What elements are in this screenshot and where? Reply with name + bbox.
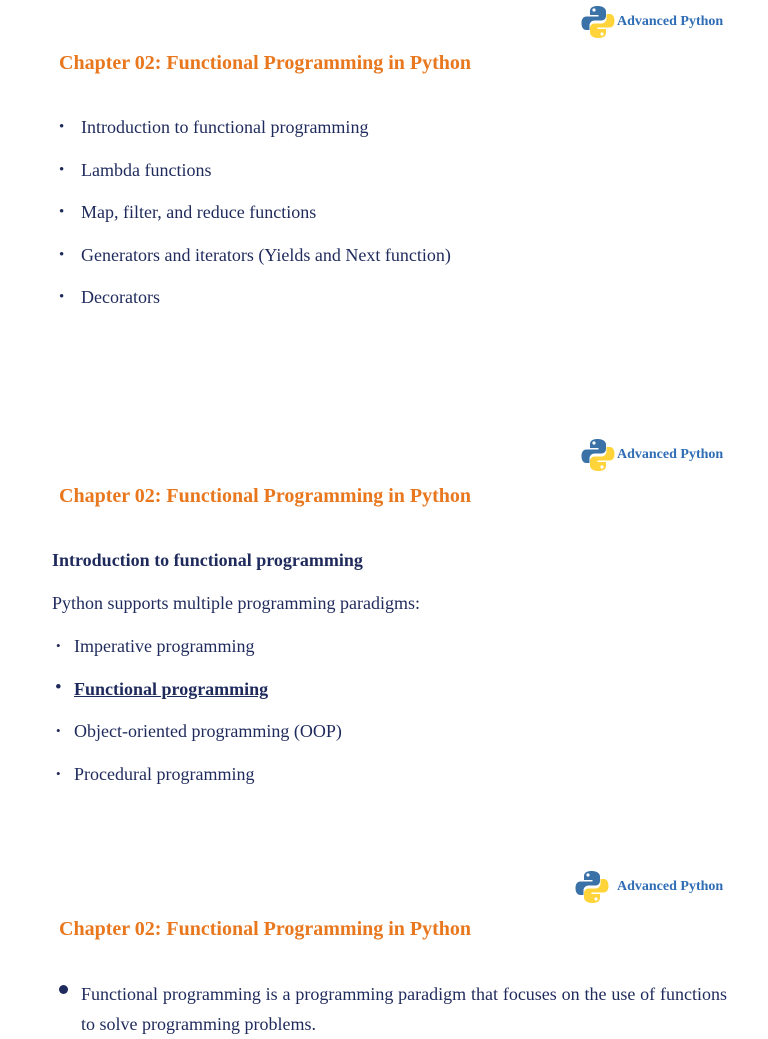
- definition-text: Functional programming is a programming paradigm that focuses on the use of functions to solve programming problems.: [81, 984, 727, 1034]
- topic-text: Map, filter, and reduce functions: [81, 202, 317, 222]
- topic-item: [59, 160, 451, 203]
- chapter-title: Chapter 02: Functional Programming in Python: [59, 485, 472, 507]
- bullet-dot: •: [56, 638, 61, 653]
- topic-item: [59, 245, 451, 288]
- paradigm-item: [52, 636, 342, 679]
- brand-header: [574, 869, 723, 905]
- brand-label: Advanced Python: [617, 879, 724, 894]
- topic-text: Decorators: [81, 287, 160, 307]
- bullet-dot: •: [56, 723, 61, 738]
- section-heading: Introduction to functional programming: [52, 550, 363, 570]
- paradigm-text: Imperative programming: [74, 636, 255, 656]
- bullet-dot: •: [59, 161, 65, 178]
- paradigm-item-highlighted: [52, 676, 342, 722]
- topic-item: [59, 117, 451, 160]
- slide-introduction: [0, 433, 768, 867]
- bullet-dot: •: [59, 289, 65, 305]
- paradigm-item: [52, 764, 342, 807]
- topic-text: Lambda functions: [81, 159, 212, 180]
- slide-definition: [0, 867, 768, 1034]
- brand-header: [580, 437, 723, 473]
- bullet-dot: •: [59, 204, 65, 220]
- paradigm-item: [52, 721, 342, 764]
- intro-text: Python supports multiple programming paradigms:: [52, 593, 420, 613]
- paradigm-text: Object-oriented programming (OOP): [74, 721, 342, 741]
- topic-item: [59, 202, 451, 245]
- paradigm-text: Procedural programming: [74, 763, 255, 784]
- topic-item: [59, 287, 451, 330]
- bullet-dot: •: [56, 765, 61, 781]
- brand-label: Advanced Python: [617, 14, 724, 29]
- chapter-title: Chapter 02: Functional Programming in Python: [59, 52, 472, 74]
- definition-paragraph: [59, 979, 727, 1039]
- topic-list: [59, 117, 451, 330]
- brand-label: Advanced Python: [617, 447, 724, 462]
- paradigm-list: [52, 636, 342, 806]
- paradigm-text-highlighted: Functional programming: [74, 678, 269, 699]
- brand-header: [580, 4, 723, 40]
- slide-chapter-overview: [0, 0, 768, 433]
- bullet-dot: •: [59, 246, 65, 263]
- bullet-dot: [59, 985, 68, 994]
- topic-text: Introduction to functional programming: [81, 117, 369, 137]
- bullet-dot: •: [59, 119, 65, 135]
- topic-text: Generators and iterators (Yields and Next function): [81, 244, 451, 265]
- bullet-dot: •: [55, 676, 62, 698]
- python-logo-icon: [574, 869, 610, 905]
- python-logo-icon: [580, 437, 616, 473]
- python-logo-icon: [580, 4, 616, 40]
- chapter-title: Chapter 02: Functional Programming in Python: [59, 918, 472, 940]
